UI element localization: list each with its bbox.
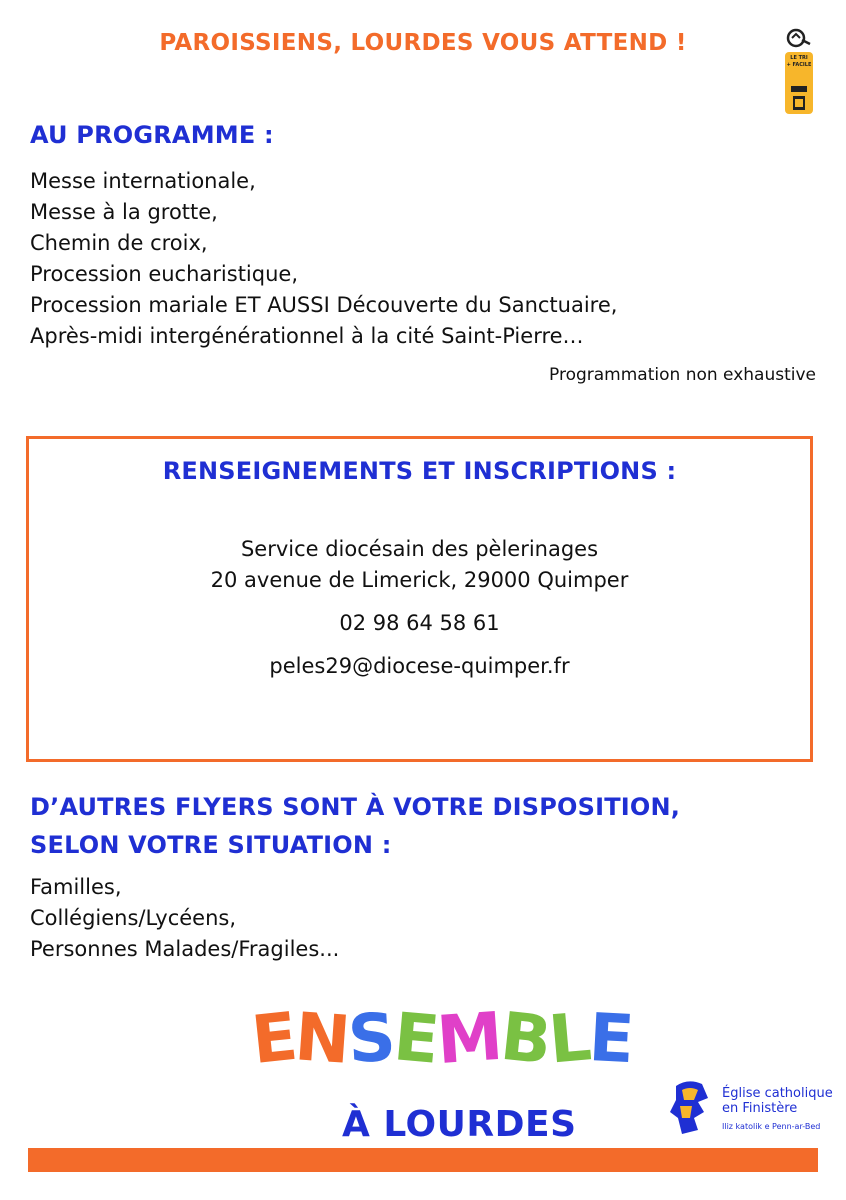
flyers-list <box>30 872 339 965</box>
info-phone: 02 98 64 58 61 <box>339 611 500 635</box>
programme-heading: AU PROGRAMME : <box>30 121 274 149</box>
programme-item: Après-midi intergénérationnel à la cité Saint-Pierre… <box>30 324 584 348</box>
diocese-name <box>722 1086 833 1116</box>
diocese-emblem-icon <box>668 1078 720 1136</box>
bottom-bar <box>28 1148 818 1172</box>
info-address: 20 avenue de Limerick, 29000 Quimper <box>210 568 629 592</box>
info-email: peles29@diocese-quimper.fr <box>269 654 570 678</box>
flyer-item: Collégiens/Lycéens, <box>30 906 237 930</box>
logo-letter: E <box>248 997 300 1080</box>
info-heading: RENSEIGNEMENTS ET INSCRIPTIONS : <box>162 457 677 485</box>
diocese-breton-name: Iliz katolik e Penn-ar-Bed <box>722 1122 821 1131</box>
page-title: PAROISSIENS, LOURDES VOUS ATTEND ! <box>159 30 687 56</box>
flyer-item: Familles, <box>30 875 122 899</box>
logo-letter: L <box>545 998 593 1079</box>
info-service: Service diocésain des pèlerinages <box>240 537 599 561</box>
flyers-heading-line1: D’AUTRES FLYERS SONT À VOTRE DISPOSITION, <box>30 793 681 821</box>
diocese-name-line2: en Finistère <box>722 1101 798 1116</box>
tri-recycling-logo <box>782 26 816 118</box>
programme-item: Procession eucharistique, <box>30 262 298 286</box>
programme-item: Messe internationale, <box>30 169 256 193</box>
logo-letter: M <box>434 997 504 1080</box>
programme-item: Messe à la grotte, <box>30 200 218 224</box>
programme-list <box>30 166 617 352</box>
tri-logo-line2: + FACILE <box>786 62 812 68</box>
recycling-icon <box>782 26 816 118</box>
info-lines <box>29 534 810 682</box>
logo-letter: S <box>346 998 396 1079</box>
flyer-item: Personnes Malades/Fragiles... <box>30 937 340 961</box>
tri-logo-line1: LE TRI <box>790 55 808 61</box>
info-box <box>26 436 813 762</box>
logo-letter: E <box>390 998 441 1079</box>
logo-letter: E <box>587 998 635 1079</box>
logo-letter: N <box>292 998 351 1079</box>
flyers-heading-line2: SELON VOTRE SITUATION : <box>30 831 392 859</box>
diocese-name-line1: Église catholique <box>722 1086 833 1101</box>
programme-note: Programmation non exhaustive <box>549 365 816 385</box>
programme-item: Chemin de croix, <box>30 231 208 255</box>
flyers-heading <box>30 788 680 864</box>
ensemble-logo <box>248 997 635 1090</box>
logo-letter: B <box>496 997 553 1080</box>
programme-item: Procession mariale ET AUSSI Découverte du Sanctuaire, <box>30 293 618 317</box>
logo-subtitle: À LOURDES <box>342 1104 577 1145</box>
